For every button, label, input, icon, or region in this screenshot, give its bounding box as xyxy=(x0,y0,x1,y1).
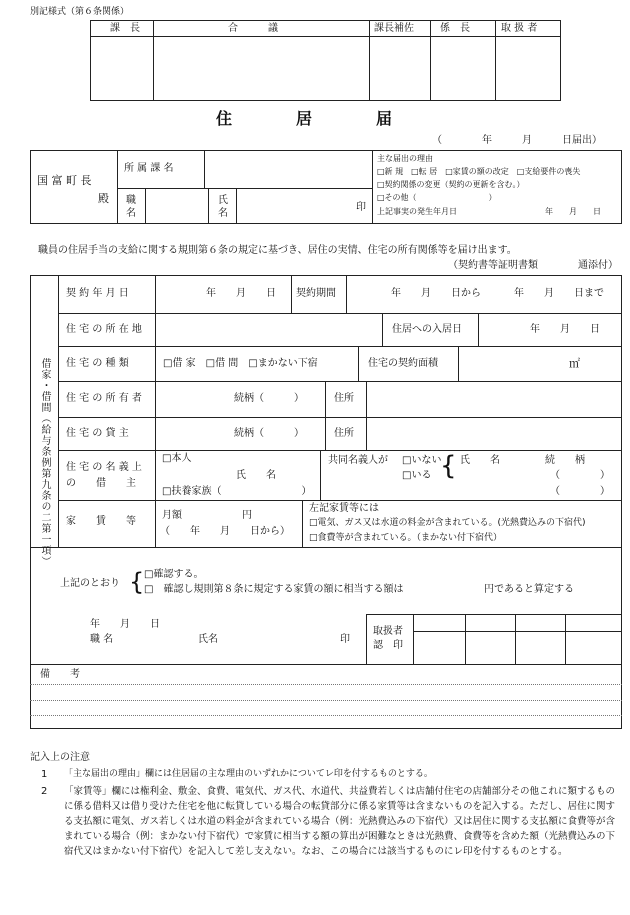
lessor-address-label: 住所 xyxy=(334,428,354,439)
owner-relation[interactable]: 続柄（ ） xyxy=(234,393,304,404)
dependent-option[interactable]: □扶養家族（ ） xyxy=(162,486,312,497)
reasons-heading: 主な届出の理由 xyxy=(377,154,433,163)
rent-monthly[interactable]: 月額 円 xyxy=(162,510,252,521)
header-subsection-chief: 係 長 xyxy=(440,23,470,34)
confirm-option-2-tail: 円であると算定する xyxy=(484,584,574,595)
addressee-name: 国 富 町 長 xyxy=(37,174,92,187)
nominee-name-label: 氏 名 xyxy=(236,470,276,481)
department-label: 所 属 課 名 xyxy=(124,163,174,174)
confirm-seal: 印 xyxy=(340,634,350,645)
confirm-option-1[interactable]: □確認する。 xyxy=(144,569,204,580)
handler-label-1: 取扱者 xyxy=(373,626,403,637)
form-reference: 別記様式（第６条関係） xyxy=(30,7,130,17)
type-label: 住 宅 の 種 類 xyxy=(66,358,129,369)
reasons-line-2[interactable]: □契約関係の変更（契約の更新を含む。） xyxy=(377,180,525,189)
event-date-value: 年 月 日 xyxy=(545,207,601,216)
side-label-rental: 借家・借間（給与条例第九条の二第一項） xyxy=(39,358,50,567)
confirm-date[interactable]: 年 月 日 xyxy=(90,619,160,630)
co-relation-slot-2[interactable]: （ ） xyxy=(550,486,610,497)
brace-confirm: { xyxy=(129,568,145,596)
type-options[interactable]: □借 家 □借 間 □まかない下宿 xyxy=(163,358,318,369)
confirm-lead: 上記のとおり xyxy=(60,578,120,589)
nominal-label-2: の 借 主 xyxy=(66,478,136,489)
contract-date-label: 契 約 年 月 日 xyxy=(66,288,129,299)
remarks-label: 備 考 xyxy=(40,669,80,680)
rent-option-utilities[interactable]: □電気、ガス又は水道の料金が含まれている。(光熱費込みの下宿代) xyxy=(309,518,586,528)
submission-date-line: （ 年 月 日届出） xyxy=(432,135,602,146)
addressee-honorific: 殿 xyxy=(98,192,109,205)
co-relation-slot-1[interactable]: （ ） xyxy=(550,470,610,481)
co-nominee-exists[interactable]: □いる xyxy=(402,470,432,481)
rent-option-meals[interactable]: □食費等が含まれている。（まかない付下宿代） xyxy=(309,533,503,543)
move-in-value[interactable]: 年 月 日 xyxy=(530,324,600,335)
period-from[interactable]: 年 月 日から xyxy=(391,288,481,299)
contract-period-label: 契約期間 xyxy=(296,288,336,299)
note-1-number: 1 xyxy=(41,769,48,780)
note-1-text: 「主な届出の理由」欄には住居届の主な理由のいずれかについてレ印を付するものとする。 xyxy=(64,769,433,779)
area-label: 住宅の契約面積 xyxy=(368,358,438,369)
confirm-name-label: 氏名 xyxy=(198,634,218,645)
co-relation-label: 続 柄 xyxy=(545,455,585,466)
rent-from-date[interactable]: （ 年 月 日から） xyxy=(160,526,290,537)
note-2-number: 2 xyxy=(41,786,48,797)
lessor-relation[interactable]: 続柄（ ） xyxy=(234,428,304,439)
nominal-label-1: 住 宅 の 名 義 上 xyxy=(66,462,142,473)
name-label-2: 名 xyxy=(218,208,228,219)
co-nominee-label: 共同名義人が xyxy=(328,455,388,466)
notes-heading: 記入上の注意 xyxy=(30,752,90,763)
area-unit: ㎡ xyxy=(569,357,580,370)
confirm-post-label: 職 名 xyxy=(90,634,114,645)
header-handler: 取 扱 者 xyxy=(501,23,538,34)
rent-note: 左記家賃等には xyxy=(309,503,379,514)
header-section-chief: 課 長 xyxy=(110,23,140,34)
reasons-line-1[interactable]: □新 規 □転 居 □家賃の額の改定 □支給要件の喪失 xyxy=(377,167,581,176)
intro-text: 職員の住居手当の支給に関する規則第６条の規定に基づき、居住の実情、住宅の所有関係等を届け出ます。 xyxy=(38,245,517,256)
seal-mark: 印 xyxy=(356,202,366,213)
co-nominee-none[interactable]: □いない xyxy=(402,455,442,466)
confirm-option-2[interactable]: □ 確認し規則第８条に規定する家賃の額に相当する額は xyxy=(144,584,404,595)
period-to[interactable]: 年 月 日まで xyxy=(514,288,604,299)
rent-label: 家 賃 等 xyxy=(66,516,136,527)
post-label-2: 名 xyxy=(126,208,136,219)
form-title: 住 居 届 xyxy=(216,109,393,128)
co-name-label: 氏 名 xyxy=(460,455,500,466)
header-consultation: 合 議 xyxy=(228,23,278,34)
location-label: 住 宅 の 所 在 地 xyxy=(66,324,142,335)
attachment-line: （契約書等証明書類 通添付） xyxy=(448,260,618,271)
owner-label: 住 宅 の 所 有 者 xyxy=(66,393,142,404)
post-label-1: 職 xyxy=(126,195,136,206)
name-label-1: 氏 xyxy=(218,195,228,206)
header-deputy-chief: 課長補佐 xyxy=(374,23,414,34)
brace-left: { xyxy=(440,451,457,481)
move-in-label: 住居への入居日 xyxy=(392,324,462,335)
note-2-text: 「家賃等」欄には権利金、敷金、食費、電気代、ガス代、水道代、共益費若しくは店舗付住宅の店舗部分その他これに類するものに係る借料又は借り受けた住宅を他に転貸している場合の転貸部分に係る家賃等は含まないものを記入する。ただし、居住に関する支払額に電気、ガス若しくは水道の料金が含まれている場合（例：光熱費込みの下宿代）又は居住に関する支払額に食費等が含まれている場合（例：まかない付下宿代）で家賃に相当する額の算出が困難なときは光熱費、食費等を含めた額（光熱費込みの下宿代又はまかない付下宿代）を記入して差し支えない。なお、この場合には該当するものにレ印を付するものとする。 xyxy=(64,786,616,857)
lessor-label: 住 宅 の 貸 主 xyxy=(66,428,129,439)
handler-label-2: 認 印 xyxy=(373,640,403,651)
event-date-label: 上記事実の発生年月日 xyxy=(377,207,457,216)
owner-address-label: 住所 xyxy=(334,393,354,404)
reasons-line-3[interactable]: □その他（ ） xyxy=(377,193,497,202)
contract-date-value[interactable]: 年 月 日 xyxy=(206,288,276,299)
self-option[interactable]: □本人 xyxy=(162,453,192,464)
